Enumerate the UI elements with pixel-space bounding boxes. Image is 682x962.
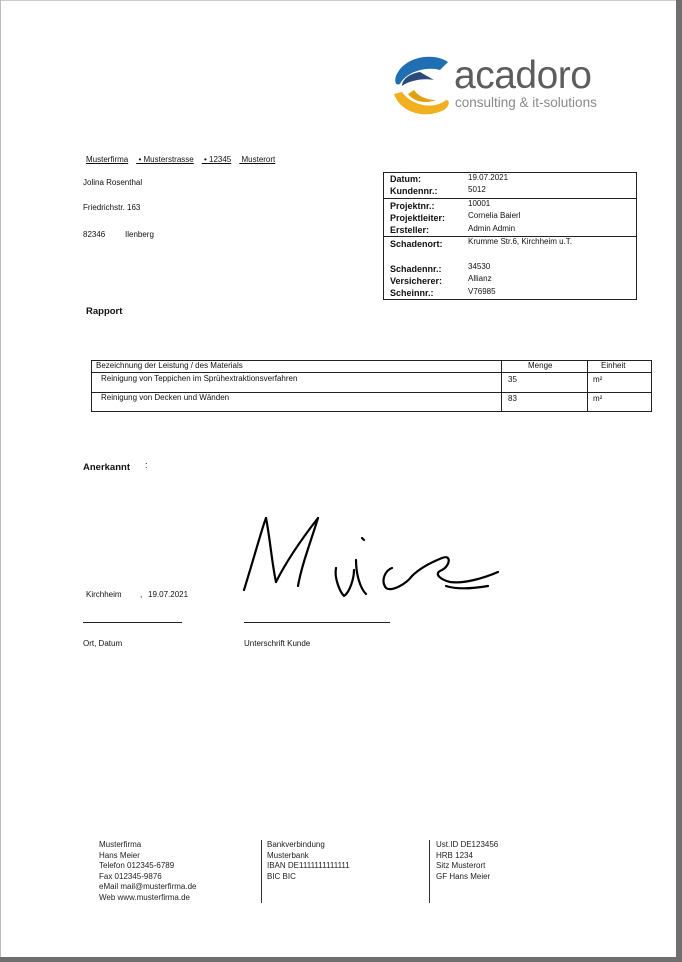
footer-line: Bankverbindung [267,840,325,849]
acknowledged-colon: : [145,460,148,470]
acknowledged-label: Anerkannt [83,462,130,473]
scheinnr-label: Scheinnr.: [390,288,434,298]
acadoro-logo-icon [390,54,452,120]
info-box [383,172,637,300]
table-rule [91,372,652,373]
schadennr-label: Schadennr.: [390,264,442,274]
recipient-zip: 82346 [83,230,106,239]
datum-value: 19.07.2021 [468,173,509,182]
info-divider [384,198,636,199]
table-header: Bezeichnung der Leistung / des Materials [96,361,243,370]
footer-line: Musterbank [267,850,309,860]
logo-tagline: consulting & it-solutions [455,95,597,110]
footer-line: Sitz Musterort [436,861,486,870]
footer-line: Musterfirma [99,840,142,849]
schadennr-value: 34530 [468,262,491,271]
place-date-label: Ort, Datum [83,639,123,648]
table-rule [651,360,652,411]
versicherer-value: Allianz [468,274,492,283]
sender-address-line [86,155,283,164]
footer-bank-column [267,840,350,882]
projektleiter-value: Cornelia Baierl [468,211,521,220]
footer-legal-column [436,840,498,882]
versicherer-label: Versicherer: [390,276,443,286]
ersteller-value: Admin Admin [468,224,516,233]
schadenort-value: Krumme Str.6, Kirchheim u.T. [468,237,573,246]
schadenort-label: Schadenort: [390,239,443,249]
footer-company-column [99,840,196,903]
ersteller-label: Ersteller: [390,225,430,235]
place-date-rule [83,622,182,623]
page-shadow-right [676,0,682,962]
footer-line: Fax 012345-9876 [99,871,162,881]
table-cell: m² [593,394,603,403]
table-rule [587,360,588,411]
signature-rule [244,622,390,623]
signature-comma: , [140,590,143,599]
table-header: Einheit [601,361,626,370]
page-edge-top [0,0,682,1]
footer-line: Hans Meier [99,850,140,860]
table-cell: 83 [508,394,517,403]
signature-date: 19.07.2021 [148,590,189,599]
footer-divider [261,840,262,903]
page-edge-left [0,0,1,962]
footer-divider [429,840,430,903]
recipient-street: Friedrichstr. 163 [83,203,141,212]
document-title: Rapport [86,306,123,317]
footer-line: Telefon 012345-6789 [99,861,175,870]
table-rule [91,411,652,412]
footer-line: Web www.musterfirma.de [99,892,190,902]
sender-zip: • 12345 [203,155,232,164]
kundennr-label: Kundennr.: [390,186,438,196]
datum-label: Datum: [390,174,421,184]
signature-label: Unterschrift Kunde [244,639,311,648]
footer-line: BIC BIC [267,871,296,881]
table-rule [91,360,92,411]
sender-company: Musterfirma [86,155,129,164]
footer-line: eMail mail@musterfirma.de [99,882,197,891]
sender-city: Musterort [241,155,276,164]
recipient-city: Ilenberg [125,230,154,239]
handwritten-signature [236,508,506,604]
projektleiter-label: Projektleiter: [390,213,446,223]
footer-line: IBAN DE1111111111111 [267,861,350,870]
table-header: Menge [528,361,553,370]
recipient-name: Jolina Rosenthal [83,178,143,187]
signature-place: Kirchheim [86,590,122,599]
sender-street: • Musterstrasse [138,155,194,164]
scheinnr-value: V76985 [468,287,496,296]
table-cell: Reinigung von Teppichen im Sprühextraktionsverfahren [101,374,298,383]
table-cell: 35 [508,375,517,384]
footer-line: HRB 1234 [436,850,473,860]
logo-wordmark: acadoro [454,54,592,97]
table-rule [501,360,502,411]
kundennr-value: 5012 [468,185,486,194]
projektnr-value: 10001 [468,199,491,208]
table-cell: m² [593,375,603,384]
projektnr-label: Projektnr.: [390,201,435,211]
footer-line: Ust.ID DE123456 [436,840,499,849]
footer-line: GF Hans Meier [436,871,491,881]
page-shadow-bottom [0,957,682,962]
table-cell: Reinigung von Decken und Wänden [101,393,230,402]
